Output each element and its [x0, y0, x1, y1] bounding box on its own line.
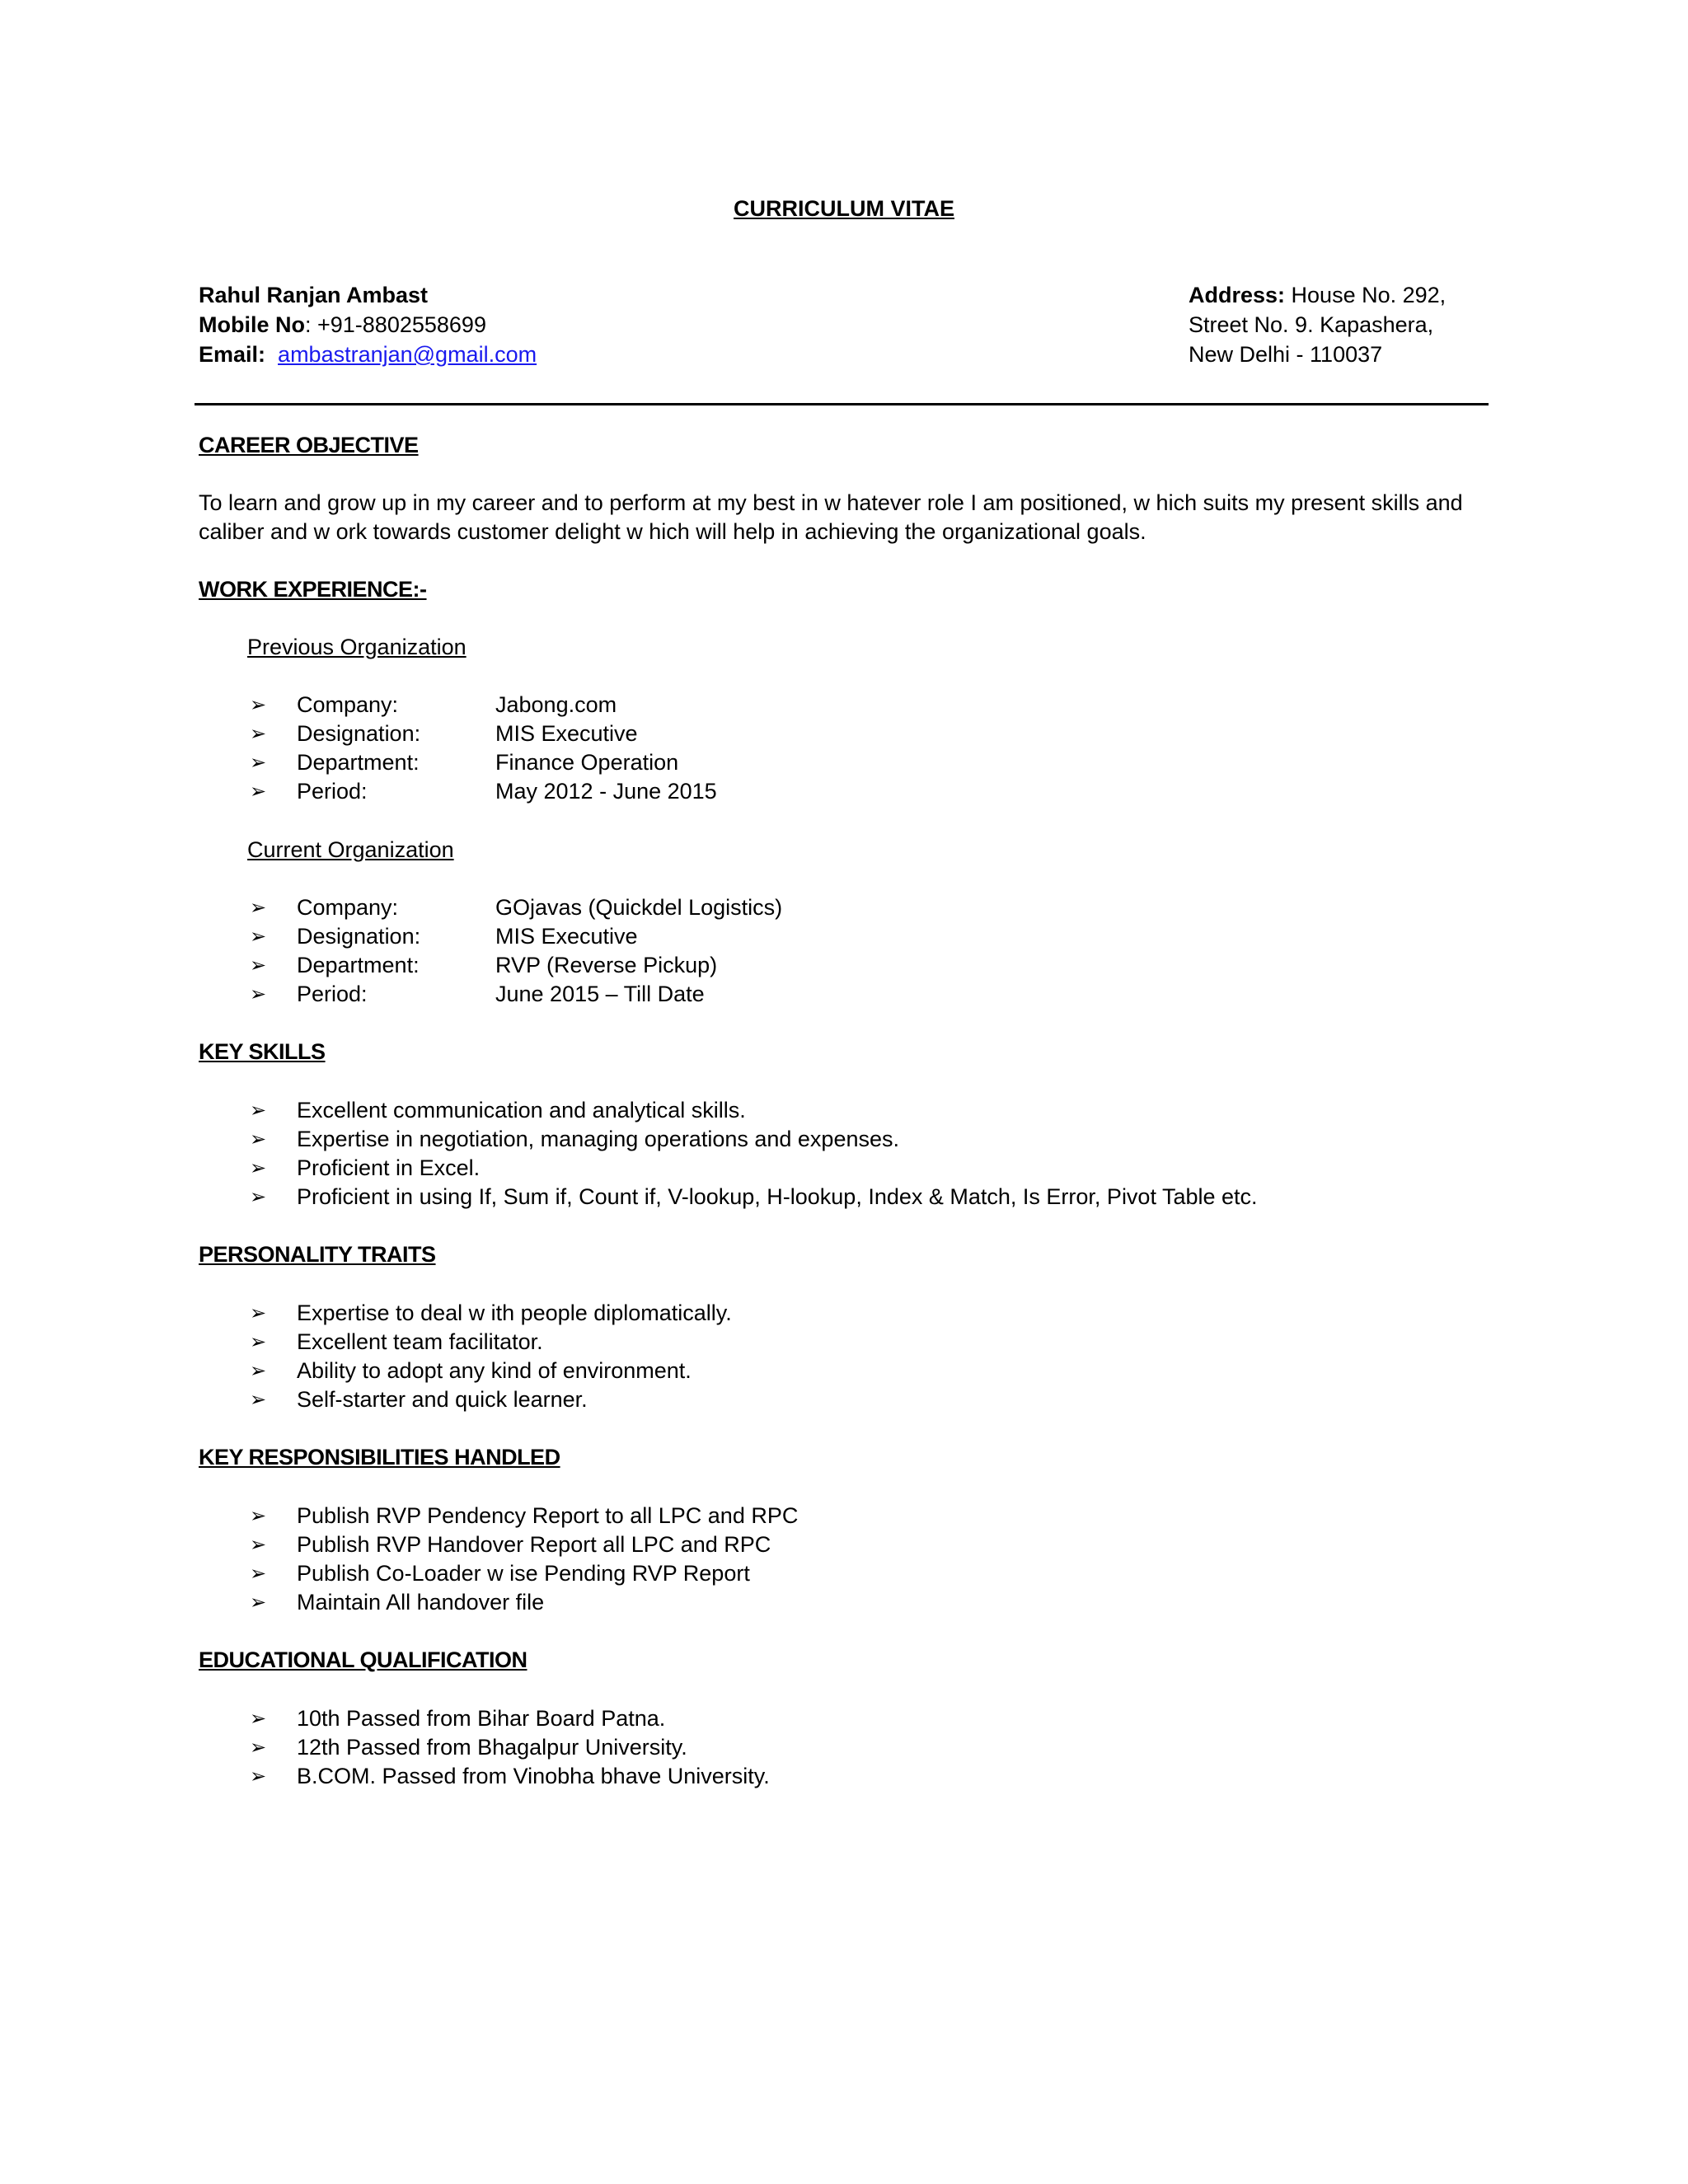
contact-block — [199, 281, 940, 370]
arrow-bullet-icon: ➢ — [250, 752, 267, 774]
address-label: Address: — [1189, 283, 1286, 307]
address-line-2: Street No. 9. Kapashera, — [1189, 312, 1434, 337]
list-item: ➢ Excellent communication and analytical skills. — [199, 1096, 1484, 1125]
list-item: ➢ Period: June 2015 – Till Date — [199, 980, 1484, 1009]
list-item: ➢ Publish RVP Pendency Report to all LPC and RPC — [199, 1502, 1484, 1530]
arrow-bullet-icon: ➢ — [250, 1591, 267, 1614]
list-item: ➢ B.COM. Passed from Vinobha bhave University. — [199, 1762, 1484, 1791]
email-label: Email: — [199, 342, 266, 367]
work-experience-heading: WORK EXPERIENCE:- — [199, 577, 427, 602]
mobile-value: : +91-8802558699 — [305, 312, 486, 337]
list-item: ➢ Maintain All handover file — [199, 1588, 1484, 1617]
arrow-bullet-icon: ➢ — [250, 954, 267, 977]
education-list — [199, 1704, 1484, 1791]
career-objective-text: To learn and grow up in my career and to perform at my best in w hatever role I am positioned, w hich suits my present skills and caliber and w ork towards customer delight w hich will help in achieving the organizational goals. — [199, 490, 1463, 544]
arrow-bullet-icon: ➢ — [250, 1186, 267, 1208]
header-divider — [195, 403, 1489, 405]
arrow-bullet-icon: ➢ — [250, 1128, 267, 1151]
arrow-bullet-icon: ➢ — [250, 1389, 267, 1411]
list-item: ➢ Ability to adopt any kind of environment. — [199, 1357, 1484, 1385]
arrow-bullet-icon: ➢ — [250, 926, 267, 948]
list-item: ➢ Excellent team facilitator. — [199, 1328, 1484, 1357]
personality-traits-list — [199, 1299, 1484, 1414]
arrow-bullet-icon: ➢ — [250, 1736, 267, 1759]
key-skills-list — [199, 1096, 1484, 1212]
education-heading: EDUCATIONAL QUALIFICATION — [199, 1647, 528, 1672]
key-skills-heading: KEY SKILLS — [199, 1039, 326, 1064]
resume-body — [199, 431, 1484, 1791]
arrow-bullet-icon: ➢ — [250, 780, 267, 803]
list-item: ➢ Self-starter and quick learner. — [199, 1385, 1484, 1414]
personality-traits-heading: PERSONALITY TRAITS — [199, 1242, 436, 1267]
arrow-bullet-icon: ➢ — [250, 897, 267, 919]
arrow-bullet-icon: ➢ — [250, 1099, 267, 1122]
mobile-label: Mobile No — [199, 312, 305, 337]
candidate-name: Rahul Ranjan Ambast — [199, 283, 429, 307]
address-value-1: House No. 292, — [1285, 283, 1447, 307]
list-item: ➢ Designation: MIS Executive — [199, 922, 1484, 951]
document-title: CURRICULUM VITAE — [734, 196, 954, 221]
arrow-bullet-icon: ➢ — [250, 1505, 267, 1527]
arrow-bullet-icon: ➢ — [250, 1331, 267, 1353]
list-item: ➢ Proficient in Excel. — [199, 1154, 1484, 1183]
email-link[interactable]: ambastranjan@gmail.com — [278, 342, 537, 367]
arrow-bullet-icon: ➢ — [250, 723, 267, 745]
arrow-bullet-icon: ➢ — [250, 1534, 267, 1556]
arrow-bullet-icon: ➢ — [250, 1157, 267, 1179]
arrow-bullet-icon: ➢ — [250, 983, 267, 1005]
list-item: ➢ Publish Co-Loader w ise Pending RVP Report — [199, 1559, 1484, 1588]
arrow-bullet-icon: ➢ — [250, 1708, 267, 1730]
list-item: ➢ Department: RVP (Reverse Pickup) — [199, 951, 1484, 980]
current-organization-heading: Current Organization — [247, 837, 454, 862]
list-item: ➢ Company: GOjavas (Quickdel Logistics) — [199, 893, 1484, 922]
address-block — [1189, 281, 1650, 370]
list-item: ➢ Expertise to deal w ith people diplomatically. — [199, 1299, 1484, 1328]
arrow-bullet-icon: ➢ — [250, 1563, 267, 1585]
address-line-1 — [1189, 281, 1650, 311]
address-line-3: New Delhi - 110037 — [1189, 342, 1383, 367]
list-item: ➢ Period: May 2012 - June 2015 — [199, 777, 1484, 806]
arrow-bullet-icon: ➢ — [250, 1765, 267, 1788]
arrow-bullet-icon: ➢ — [250, 694, 267, 716]
list-item: ➢ 12th Passed from Bhagalpur University. — [199, 1733, 1484, 1762]
mobile-line — [199, 311, 940, 340]
arrow-bullet-icon: ➢ — [250, 1360, 267, 1382]
current-organization-list — [199, 893, 1484, 1009]
key-responsibilities-heading: KEY RESPONSIBILITIES HANDLED — [199, 1445, 560, 1469]
career-objective-heading: CAREER OBJECTIVE — [199, 433, 419, 457]
list-item: ➢ Expertise in negotiation, managing operations and expenses. — [199, 1125, 1484, 1154]
list-item: ➢ Publish RVP Handover Report all LPC and RPC — [199, 1530, 1484, 1559]
list-item: ➢ Department: Finance Operation — [199, 748, 1484, 777]
key-responsibilities-list — [199, 1502, 1484, 1617]
list-item: ➢ 10th Passed from Bihar Board Patna. — [199, 1704, 1484, 1733]
email-line — [199, 340, 940, 370]
previous-organization-list — [199, 691, 1484, 806]
list-item: ➢ Designation: MIS Executive — [199, 719, 1484, 748]
arrow-bullet-icon: ➢ — [250, 1302, 267, 1324]
list-item: ➢ Proficient in using If, Sum if, Count if, V-lookup, H-lookup, Index & Match, Is Error, Pivot Table etc. — [199, 1183, 1484, 1212]
previous-organization-heading: Previous Organization — [247, 635, 467, 659]
list-item: ➢ Company: Jabong.com — [199, 691, 1484, 719]
